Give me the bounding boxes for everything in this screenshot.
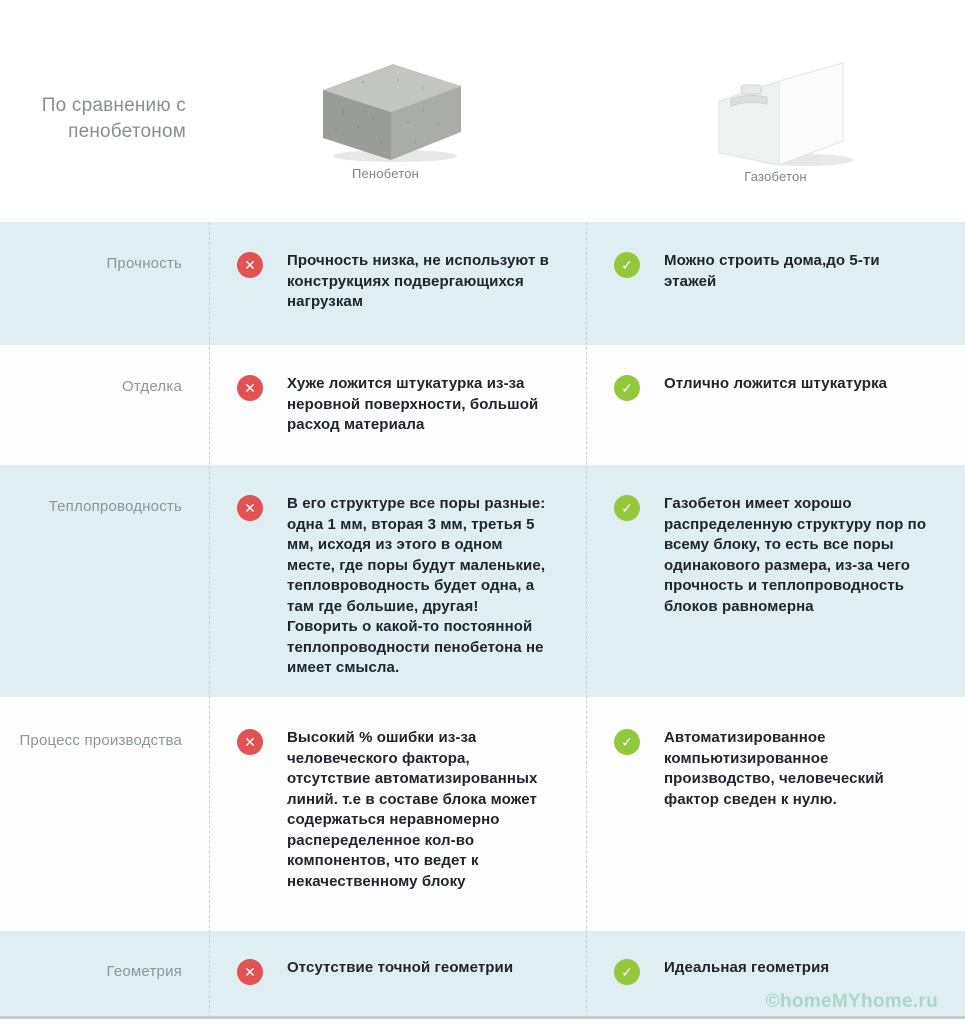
con-cell — [210, 931, 587, 1018]
con-text: Отсутствие точной геометрии — [287, 959, 514, 976]
check-icon: ✓ — [614, 729, 640, 755]
check-icon: ✓ — [614, 959, 640, 985]
pro-cell — [587, 465, 965, 697]
cross-icon: ✕ — [237, 729, 263, 755]
pro-cell — [587, 222, 965, 345]
pro-cell — [587, 699, 965, 931]
column-divider — [209, 222, 210, 1018]
check-icon: ✓ — [614, 495, 640, 521]
gazobeton-block-image — [693, 55, 858, 167]
pro-text: Можно строить дома,до 5-ти этажей — [664, 252, 880, 290]
pro-text: Автоматизированное компьютизированное производство, человеческий фактор сведен к нулю. — [664, 729, 884, 808]
con-cell — [210, 465, 587, 697]
comparison-table — [0, 222, 965, 1018]
pro-text: Газобетон имеет хорошо распределенную структуру пор по всему блоку, то есть все поры одинакового размера, из-за чего прочность и теплопроводность блоков равномерна — [664, 495, 927, 615]
page-title — [30, 93, 186, 145]
column-divider — [586, 222, 587, 1018]
cross-icon: ✕ — [237, 375, 263, 401]
con-text: Прочность низка, не используют в конструкциях подвергающихся нагрузкам — [287, 252, 549, 310]
cross-icon: ✕ — [237, 959, 263, 985]
product-gazobeton — [693, 55, 858, 184]
product-label: Газобетон — [744, 169, 807, 184]
product-label: Пенобетон — [351, 166, 420, 181]
con-text: Высокий % ошибки из-за человеческого фактора, отсутствие автоматизированных линий. т.е в составе блока может содержаться неравномерно распеределенное кол-во компонентов, что ведет к некачественному блоку — [287, 729, 538, 890]
row-label: Теплопроводность — [48, 498, 182, 515]
bottom-divider — [0, 1016, 965, 1019]
cross-icon: ✕ — [237, 495, 263, 521]
table-row-production — [0, 699, 965, 931]
row-label: Прочность — [106, 255, 182, 272]
check-icon: ✓ — [614, 252, 640, 278]
table-row-strength — [0, 222, 965, 345]
pro-text: Идеальная геометрия — [664, 959, 830, 976]
check-icon: ✓ — [614, 375, 640, 401]
row-label: Отделка — [121, 378, 182, 395]
con-cell — [210, 222, 587, 345]
header — [0, 0, 965, 222]
con-cell — [210, 699, 587, 931]
cross-icon: ✕ — [237, 252, 263, 278]
page-title-line1: По сравнению с — [41, 95, 186, 116]
con-cell — [210, 345, 587, 465]
table-row-thermal — [0, 465, 965, 699]
con-text: В его структуре все поры разные: одна 1 мм, вторая 3 мм, третья 5 мм, исходя из этого в одном месте, где поры будут маленькие, тепловроводность будет одна, а там где большие, другая! Говорить о какой-то постоянной теплопроводности пенобетона не имеет смысла. — [287, 495, 546, 676]
watermark: ©homeMYhome.ru — [765, 991, 938, 1012]
pro-cell — [587, 345, 965, 465]
page-title-line2: пенобетоном — [68, 121, 186, 142]
penobeton-block-image — [303, 52, 468, 164]
pro-text: Отлично ложится штукатурка — [664, 375, 888, 392]
product-penobeton — [303, 52, 468, 181]
con-text: Хуже ложится штукатурка из-за неровной поверхности, большой расход материала — [287, 375, 539, 433]
table-row-finishing — [0, 345, 965, 465]
row-label: Процесс производства — [19, 732, 182, 749]
row-label: Геометрия — [106, 963, 182, 980]
